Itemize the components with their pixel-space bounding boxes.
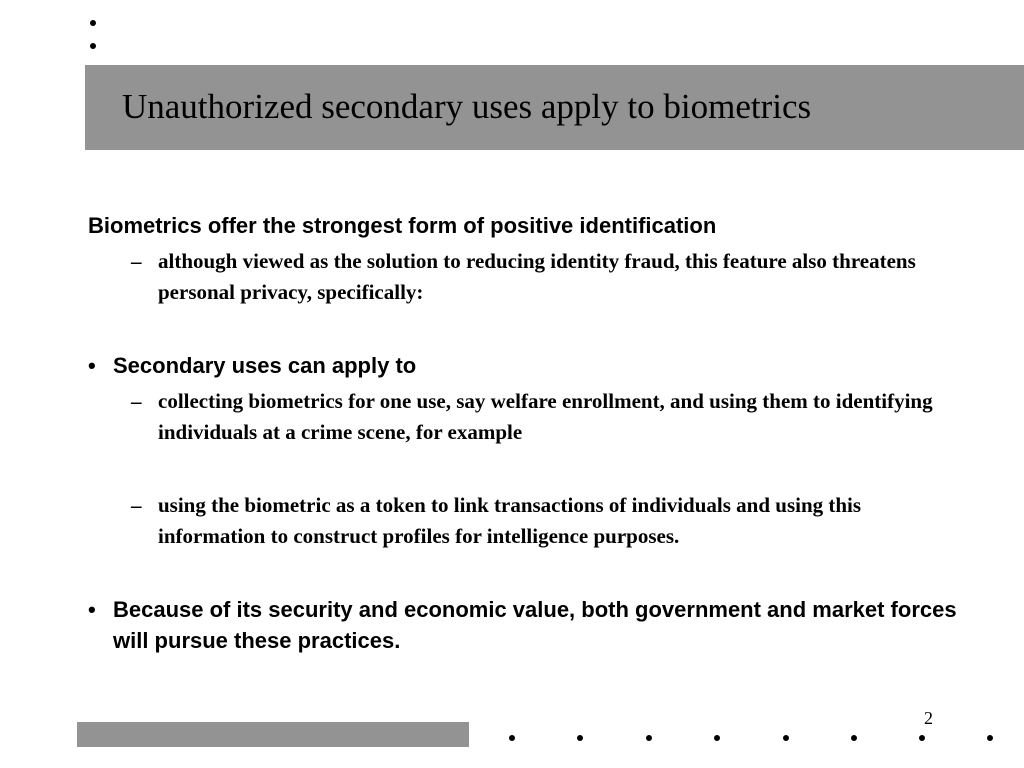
bullet-marker: • — [88, 353, 96, 378]
main-point-biometrics-identification — [88, 210, 968, 241]
dash-marker: – — [131, 389, 142, 413]
decorative-dot-icon — [646, 735, 652, 741]
decorative-dot-icon — [714, 735, 720, 741]
decorative-dot-icon — [987, 735, 993, 741]
main-point-text: Secondary uses can apply to — [113, 353, 417, 378]
decorative-dot-icon — [919, 735, 925, 741]
decorative-dot-icon — [90, 43, 96, 49]
footer-bar — [77, 722, 469, 747]
dash-marker: – — [131, 493, 142, 517]
main-point-secondary-uses — [88, 350, 968, 381]
slide-content — [88, 210, 968, 656]
main-point-text: Because of its security and economic value, both government and market forces will pursue these practices. — [113, 597, 957, 653]
bullet-marker: • — [88, 597, 96, 622]
sub-point-identity-fraud — [131, 246, 938, 308]
main-point-market-forces — [88, 594, 968, 656]
page-number: 2 — [924, 708, 933, 728]
footer-decorative-dots — [505, 735, 1005, 745]
decorative-dot-icon — [783, 735, 789, 741]
main-point-text: Biometrics offer the strongest form of positive identification — [88, 213, 717, 238]
top-decorative-dots — [86, 0, 106, 60]
sub-point-text: collecting biometrics for one use, say welfare enrollment, and using them to identifying individuals at a crime scene, for example — [158, 389, 933, 444]
decorative-dot-icon — [851, 735, 857, 741]
decorative-dot-icon — [577, 735, 583, 741]
dash-marker: – — [131, 249, 142, 273]
slide-title: Unauthorized secondary uses apply to biometrics — [122, 87, 812, 126]
sub-point-token-link — [131, 490, 938, 552]
decorative-dot-icon — [90, 20, 96, 26]
decorative-dot-icon — [509, 735, 515, 741]
title-bar — [85, 65, 1024, 150]
sub-point-text: although viewed as the solution to reducing identity fraud, this feature also threatens personal privacy, specifically: — [158, 249, 916, 304]
sub-point-welfare-enrollment — [131, 386, 938, 448]
sub-point-text: using the biometric as a token to link transactions of individuals and using this information to construct profiles for intelligence purposes. — [158, 493, 862, 548]
